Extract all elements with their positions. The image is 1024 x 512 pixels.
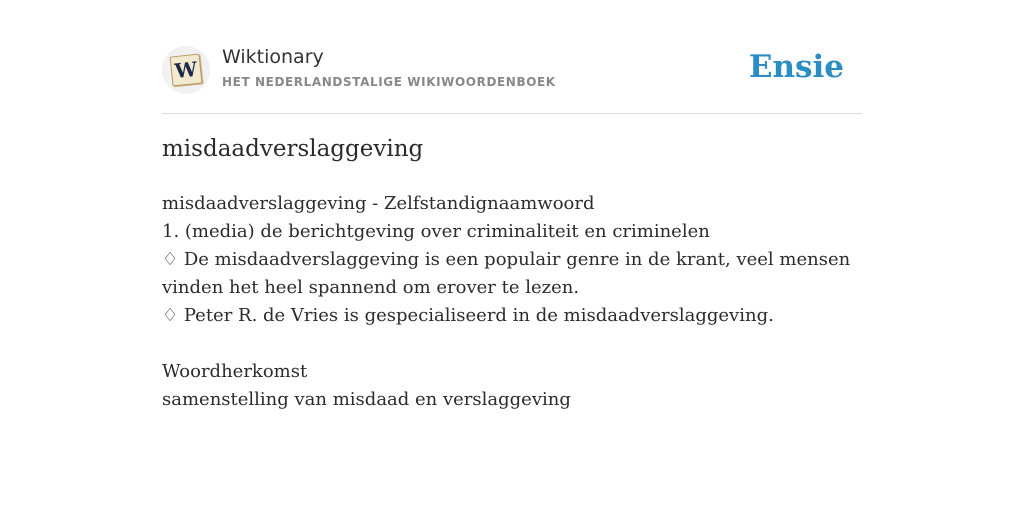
wiktionary-logo[interactable] [162, 46, 210, 94]
example-1-line-2: vinden het heel spannend om erover te lezen. [162, 277, 580, 298]
site-tagline: HET NEDERLANDSTALIGE WIKIWOORDENBOEK [222, 75, 556, 89]
page-title: misdaadverslaggeving [162, 136, 424, 162]
etymology-heading: Woordherkomst [162, 361, 308, 382]
example-2: ♢ Peter R. de Vries is gespecialiseerd in de misdaadverslaggeving. [162, 305, 774, 326]
example-1-line-1: ♢ De misdaadverslaggeving is een populair genre in de krant, veel mensen [162, 249, 851, 270]
spacer [162, 330, 862, 358]
entry-body [162, 190, 862, 414]
entry-card [162, 0, 862, 410]
wiktionary-w-icon: W [170, 54, 203, 87]
site-name[interactable]: Wiktionary [222, 46, 324, 68]
word-type-line: misdaadverslaggeving - Zelfstandignaamwoord [162, 193, 595, 214]
definition: 1. (media) de berichtgeving over criminaliteit en criminelen [162, 221, 710, 242]
site-header [162, 0, 862, 114]
etymology-text: samenstelling van misdaad en verslaggeving [162, 389, 571, 410]
ensie-logo-link[interactable]: Ensie [748, 49, 844, 85]
